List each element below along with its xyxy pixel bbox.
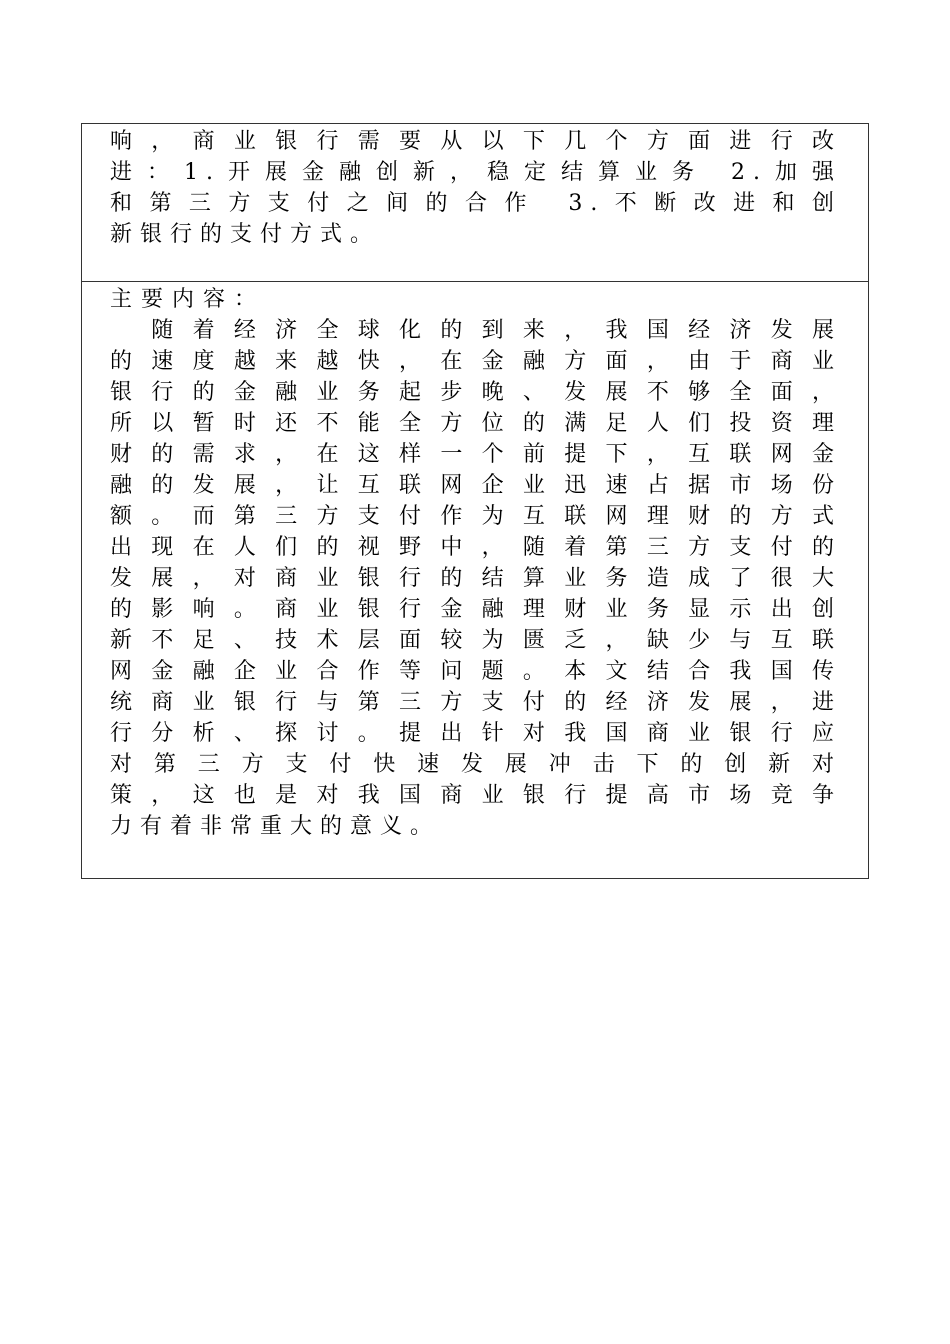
text-line: 出现在人们的视野中，随着第三方支付的: [110, 535, 842, 560]
text-line: 所以暂时还不能全方位的满足人们投资理: [110, 411, 842, 436]
text-line: 新银行的支付方式。: [110, 222, 381, 247]
main-content-paragraph: [110, 315, 842, 842]
text-line: 发展，对商业银行的结算业务造成了很大: [110, 566, 842, 591]
text-line: 新不足、技术层面较为匮乏，缺少与互联: [110, 628, 842, 653]
text-line: 力有着非常重大的意义。: [110, 814, 441, 839]
main-content-cell: [82, 282, 868, 878]
text-line: 银行的金融业务起步晚、发展不够全面，: [110, 380, 842, 405]
text-line: 响，商业银行需要从以下几个方面进行改: [110, 129, 842, 154]
content-table: [81, 123, 869, 879]
text-line: 财的需求，在这样一个前提下，互联网金: [110, 442, 842, 467]
text-line: 的影响。商业银行金融理财业务显示出创: [110, 597, 842, 622]
text-line: 随着经济全球化的到来，我国经济发展: [110, 318, 842, 343]
text-line: 网金融企业合作等问题。本文结合我国传: [110, 659, 842, 684]
text-line: 行分析、探讨。提出针对我国商业银行应: [110, 721, 842, 746]
conclusion-paragraph: [110, 126, 842, 250]
text-line: 的速度越来越快，在金融方面，由于商业: [110, 349, 842, 374]
text-line: 对第三方支付快速发展冲击下的创新对: [110, 752, 842, 777]
main-content-heading: 主要内容：: [110, 287, 266, 312]
text-line: 额。而第三方支付作为互联网理财的方式: [110, 504, 842, 529]
text-line: 和第三方支付之间的合作 3.不断改进和创: [110, 191, 842, 216]
text-line: 进：1.开展金融创新，稳定结算业务 2.加强: [110, 160, 842, 185]
conclusion-cell: [82, 124, 868, 282]
text-line: 策，这也是对我国商业银行提高市场竞争: [110, 783, 842, 808]
text-line: 融的发展，让互联网企业迅速占据市场份: [110, 473, 842, 498]
text-line: 统商业银行与第三方支付的经济发展，进: [110, 690, 842, 715]
